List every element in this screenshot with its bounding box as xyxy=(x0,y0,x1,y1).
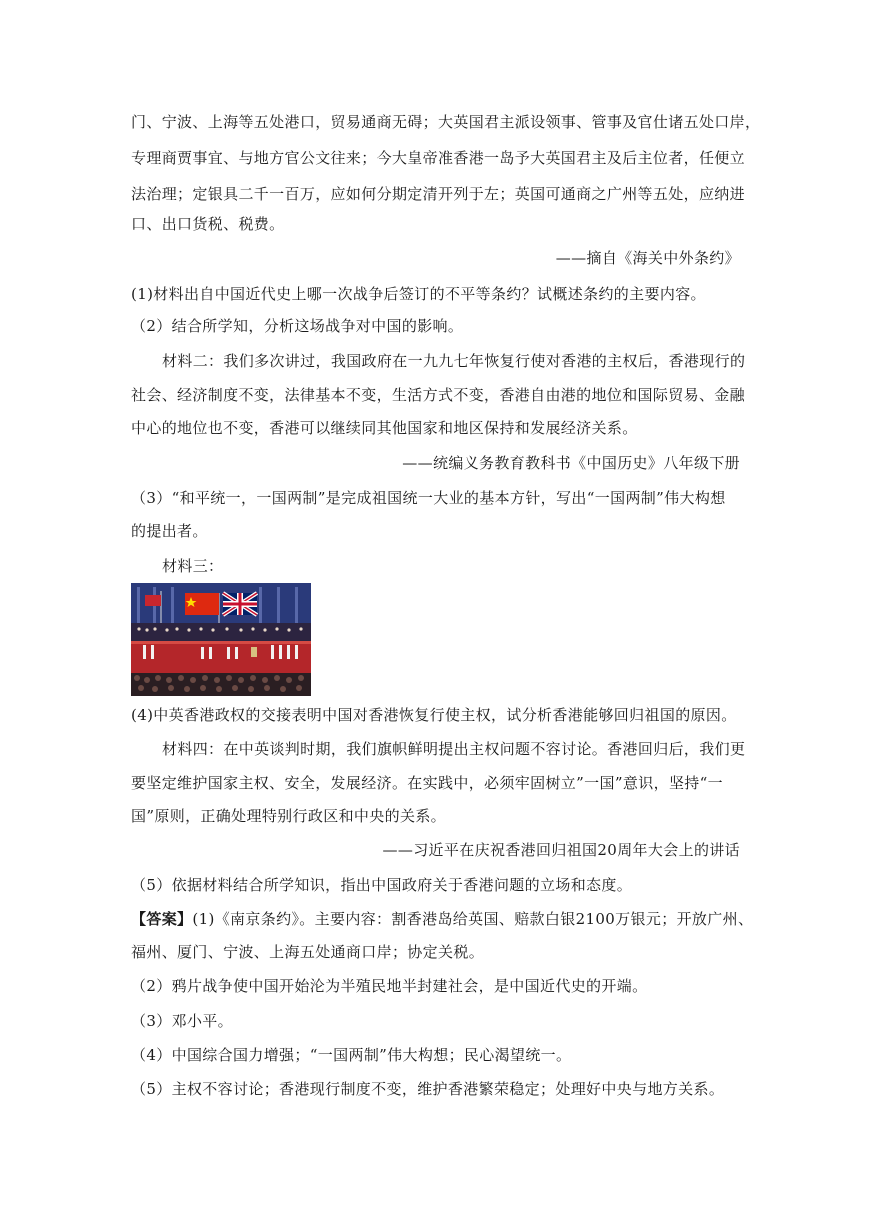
answer-2: （2）鸦片战争使中国开始沦为半殖民地半封建社会，是中国近代史的开端。 xyxy=(131,977,648,995)
material1-source: ——摘自《海关中外条约》 xyxy=(555,249,740,267)
answer-tag: 【答案】 xyxy=(131,910,193,928)
material1-line: 法治理；定银具二千一百万，应如何分期定清开列于左；英国可通商之广州等五处，应纳进 xyxy=(131,185,746,203)
answer-3: （3）邓小平。 xyxy=(131,1012,233,1030)
material4-line: 材料四：在中英谈判时期，我们旗帜鲜明提出主权问题不容讨论。香港回归后，我们更 xyxy=(162,740,746,758)
question-4: (4)中英香港政权的交接表明中国对香港恢复行使主权，试分析香港能够回归祖国的原因。 xyxy=(131,706,737,724)
material3-label: 材料三： xyxy=(162,557,224,575)
answer-1-text: (1)《南京条约》。主要内容：割香港岛给英国、赔款白银2100万银元；开放广州、 xyxy=(192,910,754,928)
material4-line: 国”原则，正确处理特别行政区和中央的关系。 xyxy=(131,807,447,825)
material4-line: 要坚定维护国家主权、安全，发展经济。在实践中，必须牢固树立”一国”意识，坚持“一 xyxy=(131,774,724,792)
material2-line: 中心的地位也不变，香港可以继续同其他国家和地区保持和发展经济关系。 xyxy=(131,419,638,437)
question-5: （5）依据材料结合所学知识，指出中国政府关于香港问题的立场和态度。 xyxy=(131,876,633,894)
question-1: (1)材料出自中国近代史上哪一次战争后签订的不平等条约？试概述条约的主要内容。 xyxy=(131,285,706,303)
material1-line: 专理商贾事宜、与地方官公文往来；今大皇帝准香港一岛予大英国君主及后主位者，任便立 xyxy=(131,149,746,167)
question-3-line: （3）“和平统一，一国两制”是完成祖国统一大业的基本方针，写出“一国两制”伟大构想 xyxy=(131,489,726,507)
question-2: （2）结合所学知，分析这场战争对中国的影响。 xyxy=(131,317,464,335)
material1-line: 口、出口货税、税费。 xyxy=(131,215,285,233)
answer-4: （4）中国综合国力增强；“一国两制”伟大构想；民心渴望统一。 xyxy=(131,1046,572,1064)
material2-line: 材料二：我们多次讲过，我国政府在一九九七年恢复行使对香港的主权后，香港现行的 xyxy=(162,352,746,370)
handover-ceremony-illustration xyxy=(131,583,311,696)
question-3-line: 的提出者。 xyxy=(131,522,208,540)
answer-1-line xyxy=(131,908,754,930)
answer-5: （5）主权不容讨论；香港现行制度不变，维护香港繁荣稳定；处理好中央与地方关系。 xyxy=(131,1080,725,1098)
handover-ceremony-photo xyxy=(131,583,311,696)
material2-source: ——统编义务教育教科书《中国历史》八年级下册 xyxy=(402,454,740,472)
material1-line: 门、宁波、上海等五处港口，贸易通商无碍；大英国君主派设领事、管事及官仕诸五处口岸， xyxy=(131,113,761,131)
material4-source: ——习近平在庆祝香港回归祖国20周年大会上的讲话 xyxy=(382,841,740,859)
material2-line: 社会、经济制度不变，法律基本不变，生活方式不变，香港自由港的地位和国际贸易、金融 xyxy=(131,386,746,404)
answer-1-continued: 福州、厦门、宁波、上海五处通商口岸；协定关税。 xyxy=(131,943,485,961)
